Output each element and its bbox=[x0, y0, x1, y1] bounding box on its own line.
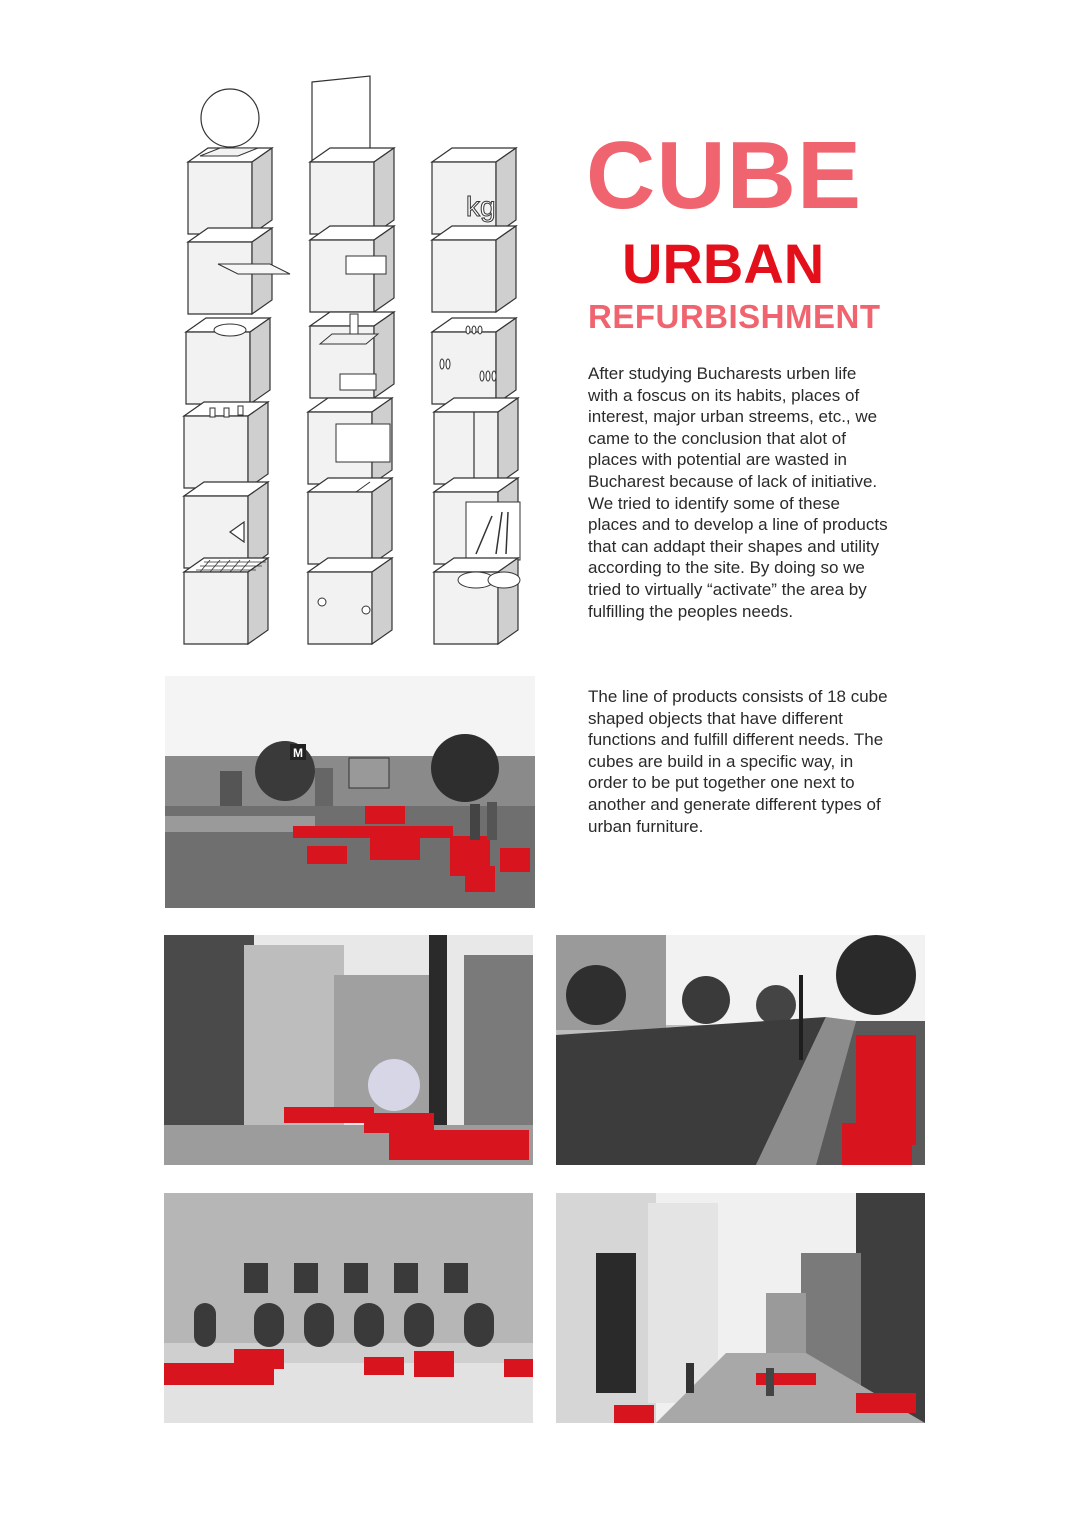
title-cube: CUBE bbox=[586, 122, 863, 229]
cube-column-2 bbox=[308, 76, 394, 644]
pedestrian-street-photo bbox=[556, 1193, 925, 1423]
river-quay-photo bbox=[556, 935, 925, 1165]
title-urban: URBAN bbox=[622, 232, 825, 295]
cube-column-3 bbox=[432, 148, 520, 644]
old-houses-courtyard-photo bbox=[164, 935, 533, 1165]
building-courtyard-photo bbox=[164, 1193, 533, 1423]
street-square-photo bbox=[165, 676, 535, 908]
intro-paragraph: After studying Bucharests urben life with a foscus on its habits, places of interest, major urban streems, etc., we came to the conclusion that alot of places with potential are wasted in Bucharest because of lack of initiative. We tried to identify some of these places and to develop a line of products that can addapt their shapes and utility according to the site. By doing so we tried to virtually “activate” the area by fulfilling the peoples needs. bbox=[588, 364, 888, 621]
metro-sign: M bbox=[293, 746, 303, 760]
products-paragraph: The line of products consists of 18 cube shaped objects that have different functions and fulfill different needs. The cubes are build in a specific way, in order to be put together one next to another and generate different types of urban furniture. bbox=[588, 687, 888, 836]
cube-diagram bbox=[170, 68, 540, 658]
cube-column-1 bbox=[184, 89, 290, 644]
kg-label: kg bbox=[466, 191, 496, 222]
title-refurbishment: REFURBISHMENT bbox=[588, 298, 881, 335]
